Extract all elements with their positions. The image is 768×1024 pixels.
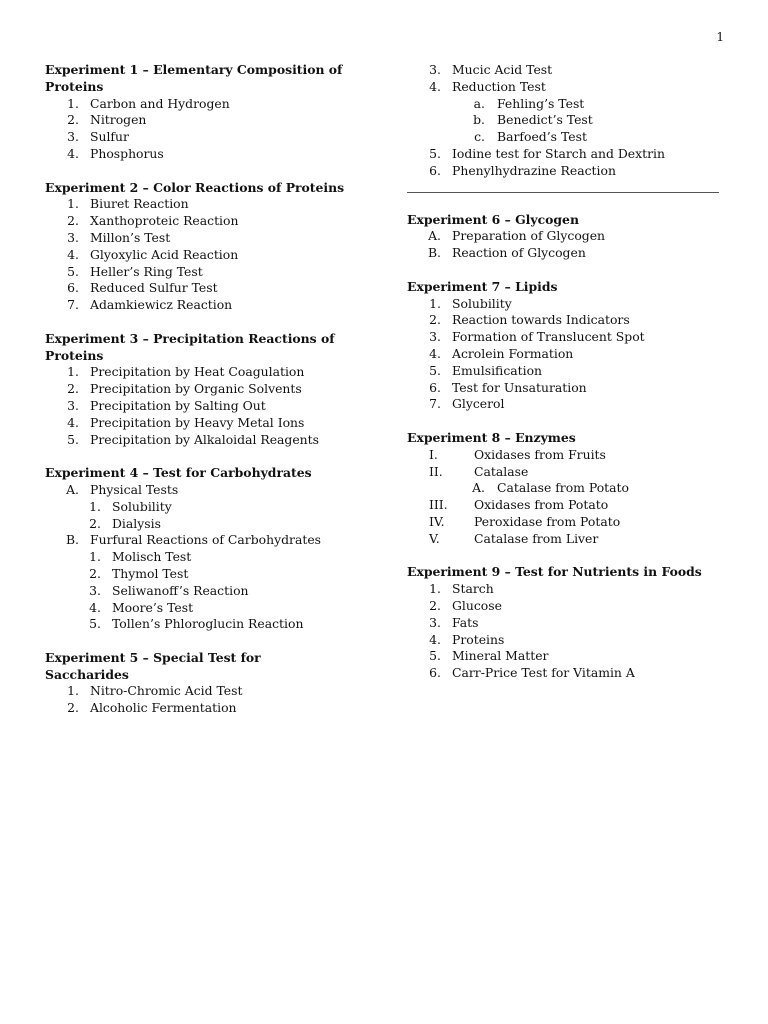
list-marker: 4. [89,599,101,615]
sub-list-item [45,600,345,617]
list-item [407,632,722,649]
list-item [45,112,345,129]
sub-list-item [45,516,345,533]
list-marker: 2. [429,312,441,328]
list-marker: 4. [67,414,79,430]
list-item-text: Carr-Price Test for Vitamin A [452,665,635,681]
list-item-text: Barfoed’s Test [497,129,587,145]
experiment-heading: Experiment 3 – Precipitation Reactions of Proteins [45,330,335,363]
list-item-text: Catalase from Potato [497,480,629,496]
list-item [407,598,722,615]
list-marker: B. [427,245,441,261]
list-item-text: Xanthoproteic Reaction [90,213,239,229]
list-item-text: Nitro-Chromic Acid Test [90,683,243,699]
list-item [45,297,345,314]
list-item-text: Fats [452,614,479,630]
list-marker: I. [429,446,438,462]
list-marker: B. [65,532,79,548]
list-item-text: Millon’s Test [90,229,171,245]
list-item-text: Precipitation by Heat Coagulation [90,364,305,380]
sub-list-item [407,112,722,129]
list-marker: III. [429,497,448,513]
list-item-text: Biuret Reaction [90,196,189,212]
list-marker: 2. [429,597,441,613]
list-marker: 1. [67,95,79,111]
list-marker: 6. [429,162,441,178]
list-item-text: Mineral Matter [452,648,549,664]
list-item [45,415,345,432]
list-item-text: Heller’s Ring Test [90,263,203,279]
list-marker: A. [472,480,485,496]
experiment-heading: Experiment 2 – Color Reactions of Proteins [45,179,345,195]
list-item-text: Acrolein Formation [452,345,574,361]
list-marker: 2. [67,700,79,716]
list-marker: 5. [429,648,441,664]
list-item-text: Reduced Sulfur Test [90,280,218,296]
list-item-text: Physical Tests [90,481,179,497]
sub-list-item [407,480,722,497]
sub-list-item [45,583,345,600]
list-item [407,245,722,262]
list-item [407,581,722,598]
list-item-text: Molisch Test [112,549,192,565]
list-item-text: Reduction Test [452,78,546,94]
list-item-text: Glycerol [452,396,505,412]
list-marker: c. [474,129,485,145]
list-item-text: Seliwanoff’s Reaction [112,582,249,598]
list-item-text: Preparation of Glycogen [452,228,606,244]
list-marker: 1. [89,498,101,514]
experiment-1 [45,62,345,163]
list-marker: 3. [429,614,441,630]
list-marker: V. [429,530,440,546]
list-marker: 2. [67,381,79,397]
list-item-text: Nitrogen [90,112,147,128]
list-marker: 3. [429,62,441,77]
list-marker: 6. [67,280,79,296]
list-item-text: Iodine test for Starch and Dextrin [452,145,665,161]
list-item [45,264,345,281]
list-item-text: Thymol Test [112,565,189,581]
list-item-text: Moore’s Test [112,599,194,615]
experiment-5 [45,650,345,717]
list-item [407,346,722,363]
experiment-8 [407,430,722,548]
list-item [407,648,722,665]
list-marker: 1. [67,683,79,699]
experiment-7 [407,279,722,413]
sub-list-item [407,96,722,113]
list-item-text: Mucic Acid Test [452,62,553,77]
list-item-text: Benedict’s Test [497,112,593,128]
list-item [407,329,722,346]
left-column [45,62,345,717]
list-marker: a. [473,95,485,111]
list-item [407,447,722,464]
sub-list-item [45,499,345,516]
right-column [407,62,722,682]
list-item-text: Fehling’s Test [497,95,585,111]
list-item-text: Precipitation by Alkaloidal Reagents [90,431,319,447]
list-marker: 2. [67,213,79,229]
list-item [45,700,345,717]
list-marker: II. [429,463,443,479]
list-item-text: Emulsification [452,362,543,378]
list-marker: 2. [89,515,101,531]
list-marker: 7. [67,297,79,313]
list-item [45,364,345,381]
experiment-4 [45,465,345,633]
list-item-text: Tollen’s Phloroglucin Reaction [112,616,304,632]
list-marker: 3. [67,129,79,145]
list-item-text: Sulfur [90,129,129,145]
list-marker: 4. [67,145,79,161]
list-item-text: Furfural Reactions of Carbohydrates [90,532,322,548]
sub-list-item [45,616,345,633]
experiment-3 [45,331,345,449]
list-marker: 3. [89,582,101,598]
experiment-6 [407,212,722,262]
list-item [45,129,345,146]
experiment-heading: Experiment 1 – Elementary Composition of Proteins [45,62,343,94]
list-item [407,312,722,329]
list-item-text: Starch [452,581,494,597]
sub-list-item [45,549,345,566]
list-item [407,396,722,413]
list-item [407,363,722,380]
list-item [45,230,345,247]
list-item [45,381,345,398]
list-marker: 4. [429,631,441,647]
list-marker: 3. [429,329,441,345]
list-marker: 2. [67,112,79,128]
experiment-5-continued [407,62,722,180]
experiment-heading: Experiment 4 – Test for Carbohydrates [45,465,312,481]
list-item-text: Reaction of Glycogen [452,245,586,261]
list-item [45,432,345,449]
list-item-text: Glucose [452,597,502,613]
list-item [407,514,722,531]
sub-list-item [407,129,722,146]
list-item [45,96,345,113]
list-item-text: Catalase [474,463,529,479]
list-item-text: Solubility [452,295,512,311]
list-item [407,464,722,481]
list-item [45,398,345,415]
list-item-text: Catalase from Liver [474,530,599,546]
list-marker: 1. [67,196,79,212]
list-marker: 6. [429,665,441,681]
list-item-text: Dialysis [112,515,161,531]
list-item-text: Test for Unsaturation [452,379,587,395]
list-item [407,228,722,245]
list-item [407,615,722,632]
list-item-text: Alcoholic Fermentation [90,700,237,716]
list-item [45,482,345,499]
list-marker: 1. [67,364,79,380]
experiment-heading: Experiment 8 – Enzymes [407,429,576,445]
list-marker: 4. [429,345,441,361]
list-marker: 5. [67,263,79,279]
list-item [407,146,722,163]
list-marker: 5. [67,431,79,447]
list-marker: b. [473,112,485,128]
list-item [45,213,345,230]
list-item [45,196,345,213]
list-item-text: Formation of Translucent Spot [452,329,645,345]
list-item-text: Adamkiewicz Reaction [90,297,233,313]
list-item-text: Precipitation by Heavy Metal Ions [90,414,305,430]
list-item-text: Solubility [112,498,172,514]
experiment-2 [45,180,345,314]
list-marker: 1. [429,581,441,597]
list-item-text: Reaction towards Indicators [452,312,630,328]
list-marker: 5. [429,145,441,161]
list-item [407,296,722,313]
list-item [45,532,345,549]
sub-list-item [45,566,345,583]
list-item [407,79,722,96]
list-item-text: Carbon and Hydrogen [90,95,230,111]
experiment-heading: Experiment 9 – Test for Nutrients in Foods [407,564,702,580]
experiment-9 [407,564,722,682]
list-item-text: Oxidases from Potato [474,497,609,513]
list-marker: 3. [67,397,79,413]
list-marker: IV. [429,513,445,529]
list-item-text: Oxidases from Fruits [474,446,606,462]
list-item-text: Peroxidase from Potato [474,513,621,529]
list-marker: 5. [89,616,101,632]
list-item-text: Precipitation by Salting Out [90,397,266,413]
list-marker: 1. [429,295,441,311]
experiment-heading: Experiment 7 – Lipids [407,278,558,294]
list-marker: 2. [89,565,101,581]
list-marker: 1. [89,549,101,565]
list-item-text: Phenylhydrazine Reaction [452,162,616,178]
list-item [407,163,722,180]
list-item-text: Proteins [452,631,505,647]
list-marker: 3. [67,229,79,245]
section-divider [407,192,719,193]
list-item [45,247,345,264]
experiment-heading: Experiment 6 – Glycogen [407,211,579,227]
list-marker: 5. [429,362,441,378]
list-marker: A. [428,228,441,244]
list-item [407,62,722,79]
list-item-text: Glyoxylic Acid Reaction [90,246,239,262]
list-item [407,531,722,548]
list-item [45,683,345,700]
list-marker: 6. [429,379,441,395]
list-marker: 4. [67,246,79,262]
list-marker: 7. [429,396,441,412]
experiment-heading: Experiment 5 – Special Test for Saccharides [45,649,261,682]
list-marker: A. [66,481,79,497]
list-marker: 4. [429,78,441,94]
list-item [45,280,345,297]
list-item [407,497,722,514]
list-item-text: Precipitation by Organic Solvents [90,381,302,397]
list-item [407,665,722,682]
page-number: 1 [716,30,724,44]
list-item [45,146,345,163]
list-item-text: Phosphorus [90,145,164,161]
list-item [407,380,722,397]
